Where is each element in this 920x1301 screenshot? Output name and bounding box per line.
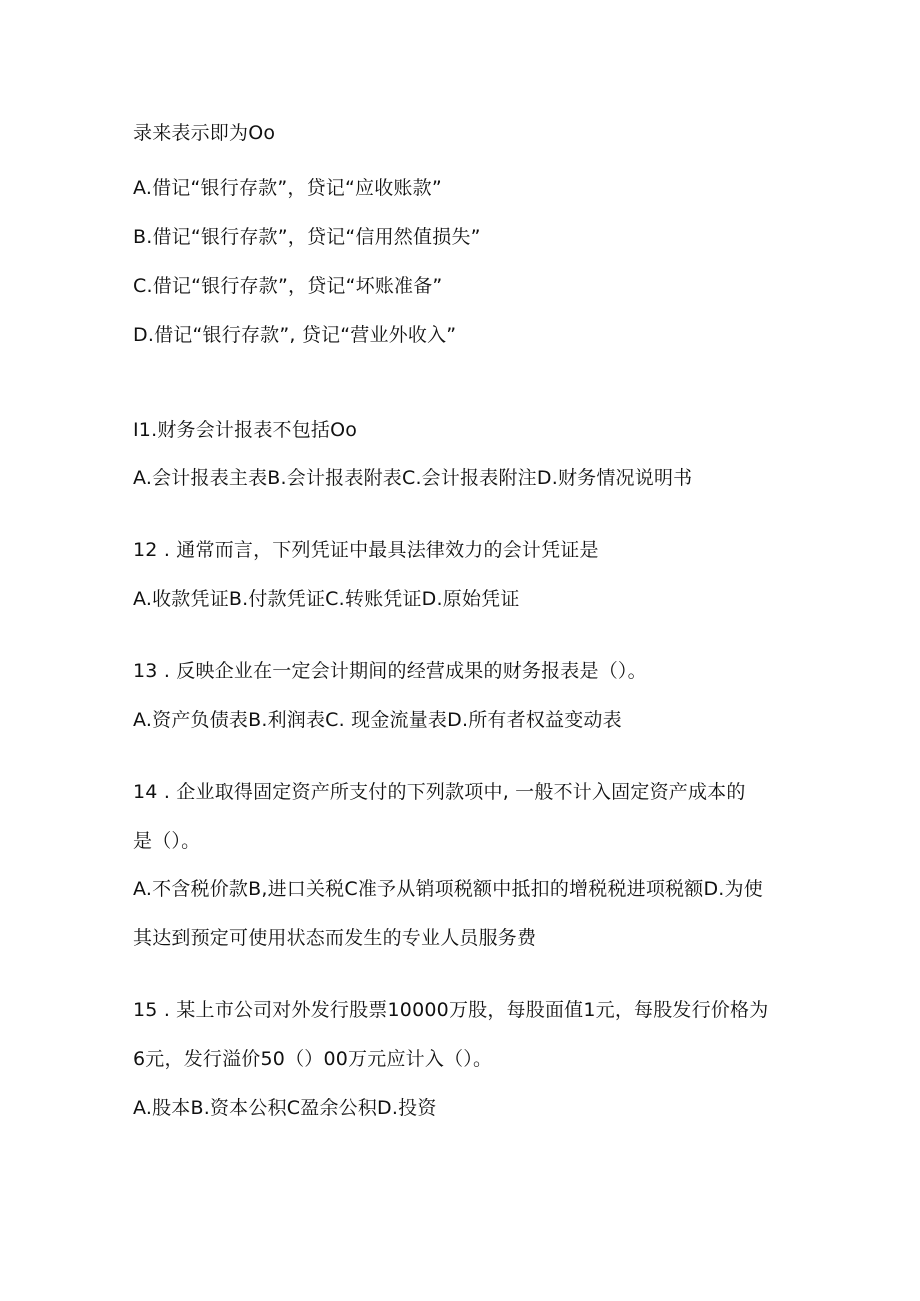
q11-options: A.会计报表主表B.会计报表附表C.会计报表附注D.财务情况说明书	[133, 467, 693, 489]
q11-stem: I1.财务会计报表不包括Oo	[133, 419, 358, 441]
q14-stem-line1: 14 . 企业取得固定资产所支付的下列款项中, 一般不计入固定资产成本的	[133, 781, 746, 803]
q10-option-b: B.借记“银行存款”，贷记“信用然值损失”	[133, 226, 481, 248]
q15-stem-line2: 6元，发行溢价50（）00万元应计入（）。	[133, 1048, 493, 1070]
q13-options: A.资产负债表B.利润表C. 现金流量表D.所有者权益变动表	[133, 709, 622, 731]
q14-options-line2: 其达到预定可使用状态而发生的专业人员服务费	[133, 927, 537, 949]
q15-options: A.股本B.资本公积C盈余公积D.投资	[133, 1097, 437, 1119]
q10-option-c: C.借记“银行存款”，贷记“坏账准备”	[133, 275, 443, 297]
q10-stem-continuation: 录来表示即为Oo	[133, 122, 276, 144]
q15-stem-line1: 15 . 某上市公司对外发行股票10000万股，每股面值1元，每股发行价格为	[133, 999, 769, 1021]
q12-options: A.收款凭证B.付款凭证C.转账凭证D.原始凭证	[133, 588, 520, 610]
q13-stem: 13 . 反映企业在一定会计期间的经营成果的财务报表是（）。	[133, 660, 647, 682]
q12-stem: 12 . 通常而言，下列凭证中最具法律效力的会计凭证是	[133, 539, 599, 561]
q14-options-line1: A.不含税价款B,进口关税C准予从销项税额中抵扣的增税税进项税额D.为使	[133, 878, 763, 900]
q10-option-a: A.借记“银行存款”，贷记“应收账款”	[133, 177, 442, 199]
q10-option-d: D.借记“银行存款”, 贷记“营业外收入”	[133, 324, 457, 346]
q14-stem-line2: 是（）。	[133, 830, 201, 852]
